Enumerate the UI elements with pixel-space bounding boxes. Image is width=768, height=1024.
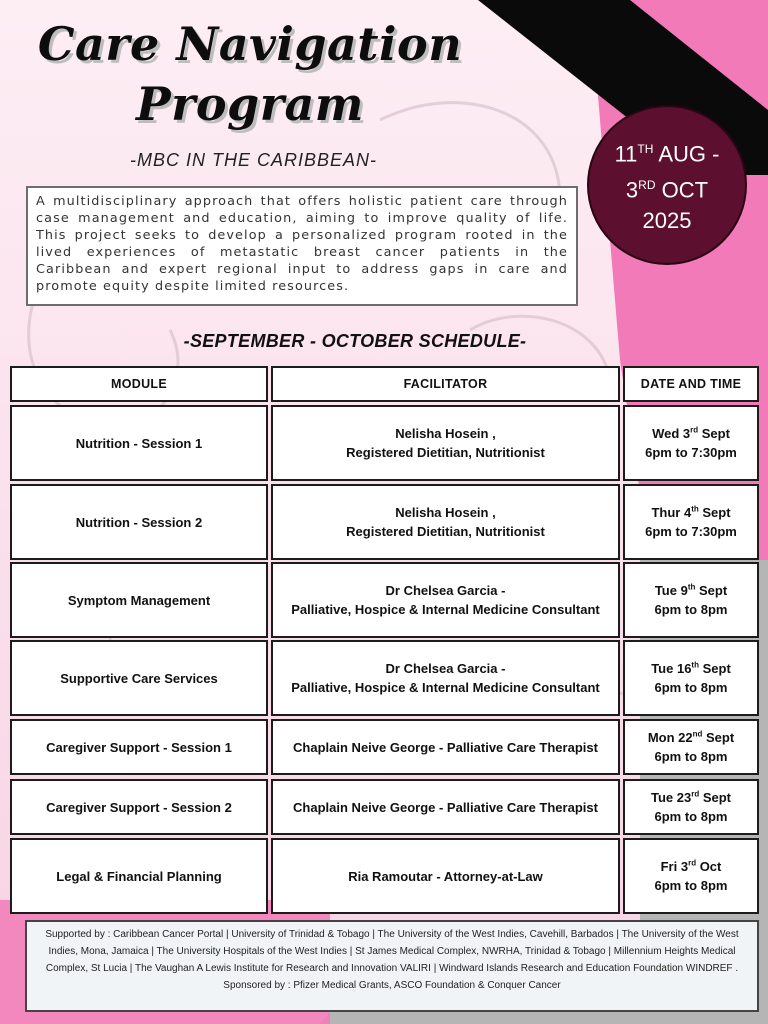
facilitator-line: Nelisha Hosein ,	[395, 426, 496, 441]
module-cell: Supportive Care Services	[10, 640, 268, 716]
date-badge	[587, 105, 747, 265]
session-time: 6pm to 7:30pm	[645, 524, 737, 539]
session-time: 6pm to 8pm	[654, 749, 728, 764]
program-description: A multidisciplinary approach that offers holistic patient care through case management and education, aiming to improve quality of life. This project seeks to develop a personalized program rooted in the lived experiences of metastatic breast cancer patients in the Caribbean and expert regional input to address gaps in care and promote equity despite limited resources.	[26, 186, 578, 306]
page-title-line-2: Program	[136, 77, 364, 131]
session-time: 6pm to 8pm	[654, 809, 728, 824]
date-time-cell	[623, 562, 759, 638]
session-date: Wed 3rd Sept	[652, 425, 730, 441]
session-time: 6pm to 8pm	[654, 878, 728, 893]
date-badge-year: 2025	[642, 207, 692, 233]
facilitator-line: Nelisha Hosein ,	[395, 505, 496, 520]
facilitator-line: Palliative, Hospice & Internal Medicine Consultant	[291, 602, 600, 617]
header-date-time: DATE AND TIME	[623, 366, 759, 402]
module-cell: Legal & Financial Planning	[10, 838, 268, 914]
facilitator-line: Chaplain Neive George - Palliative Care Therapist	[293, 739, 598, 755]
date-time-cell	[623, 838, 759, 914]
date-time-cell	[623, 779, 759, 835]
subtitle: -MBC IN THE CARIBBEAN-	[130, 150, 378, 170]
facilitator-line: Dr Chelsea Garcia -	[385, 583, 506, 598]
facilitator-cell	[271, 838, 620, 914]
header-module: MODULE	[10, 366, 268, 402]
module-cell: Caregiver Support - Session 1	[10, 719, 268, 775]
session-time: 6pm to 7:30pm	[645, 445, 737, 460]
sponsors-footer	[25, 920, 759, 1012]
date-badge-start: 11TH AUG -	[614, 141, 720, 167]
session-date: Thur 4th Sept	[651, 504, 731, 520]
schedule-title: -SEPTEMBER - OCTOBER SCHEDULE-	[183, 331, 527, 351]
facilitator-line: Palliative, Hospice & Internal Medicine Consultant	[291, 680, 600, 695]
facilitator-line: Ria Ramoutar - Attorney-at-Law	[348, 868, 543, 884]
module-cell: Nutrition - Session 1	[10, 405, 268, 481]
facilitator-line: Registered Dietitian, Nutritionist	[346, 445, 545, 460]
module-cell: Nutrition - Session 2	[10, 484, 268, 560]
facilitator-cell	[271, 779, 620, 835]
facilitator-cell	[271, 405, 620, 481]
supported-by-text: Supported by : Caribbean Cancer Portal | University of Trinidad & Tobago | The University of the West Indies, Cavehill, Barbados | The University of the West Indies, Mona, Jamaica | The University Hospitals of the West Indies | St James Medical Complex, NWRHA, Trinidad & Tobago | Millennium Heights Medical Complex, St Lucia | The Vaughan A Lewis Institute for Research and Innovation VALIRI | Windward Islands Research and Education Foundation WINDREF .	[45, 929, 739, 974]
facilitator-line: Chaplain Neive George - Palliative Care Therapist	[293, 799, 598, 815]
session-date: Mon 22nd Sept	[647, 729, 735, 745]
session-date: Fri 3rd Oct	[660, 858, 722, 874]
session-date: Tue 16th Sept	[651, 660, 731, 676]
facilitator-cell	[271, 484, 620, 560]
facilitator-cell	[271, 719, 620, 775]
facilitator-line: Dr Chelsea Garcia -	[385, 661, 506, 676]
session-date: Tue 23rd Sept	[650, 789, 731, 805]
date-time-cell	[623, 719, 759, 775]
module-cell: Symptom Management	[10, 562, 268, 638]
date-time-cell	[623, 484, 759, 560]
date-badge-end: 3RD OCT	[625, 176, 709, 202]
page-title-line-1: Care Navigation	[37, 17, 463, 71]
date-time-cell	[623, 640, 759, 716]
facilitator-line: Registered Dietitian, Nutritionist	[346, 524, 545, 539]
date-time-cell	[623, 405, 759, 481]
header-facilitator: FACILITATOR	[271, 366, 620, 402]
facilitator-cell	[271, 640, 620, 716]
session-time: 6pm to 8pm	[654, 680, 728, 695]
module-cell: Caregiver Support - Session 2	[10, 779, 268, 835]
facilitator-cell	[271, 562, 620, 638]
sponsored-by-text: Sponsored by : Pfizer Medical Grants, ASCO Foundation & Conquer Cancer	[223, 980, 561, 991]
session-date: Tue 9th Sept	[654, 582, 728, 598]
session-time: 6pm to 8pm	[654, 602, 728, 617]
